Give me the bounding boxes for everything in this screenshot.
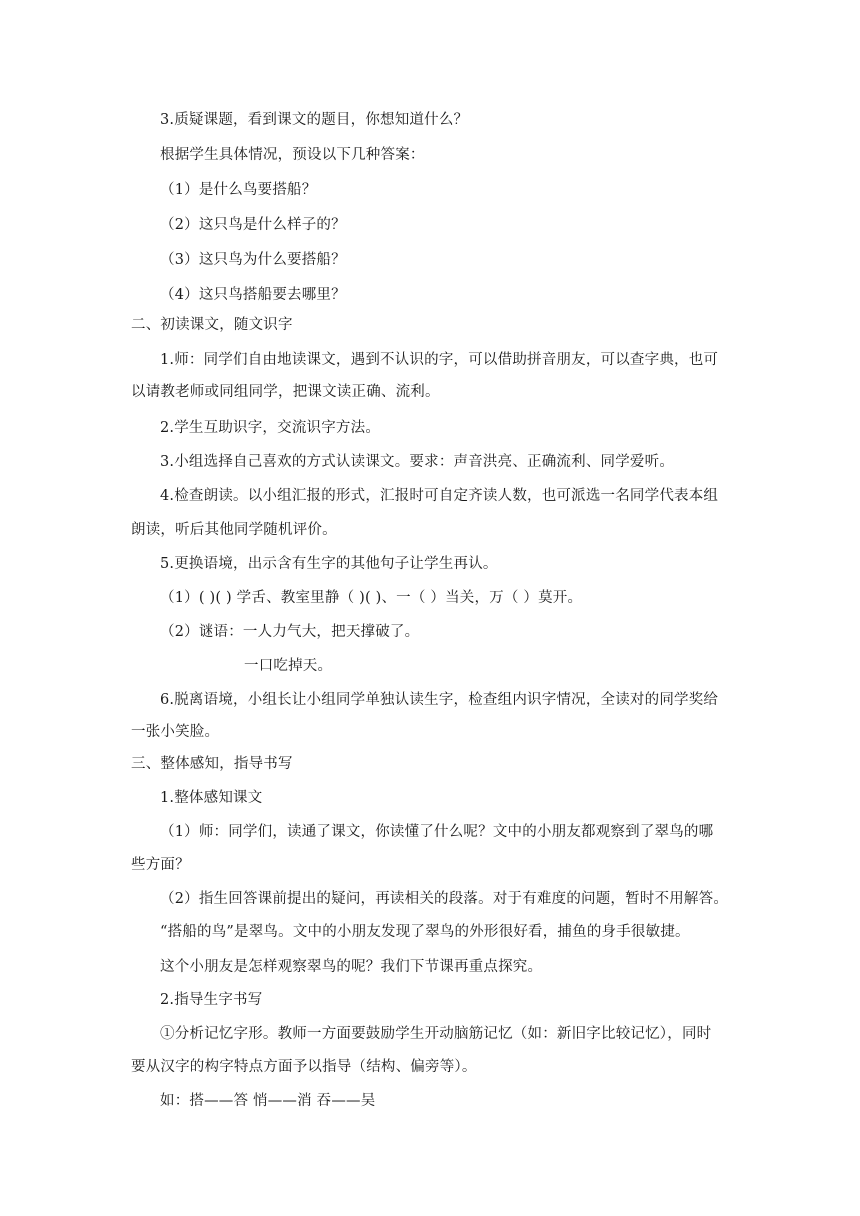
text-line: （3）这只鸟为什么要搭船？ <box>160 252 346 268</box>
text-line: 些方面？ <box>131 857 190 873</box>
text-line: 如：搭——答 悄——消 吞——吴 <box>160 1093 376 1109</box>
text-line: 要从汉字的构字特点方面予以指导（结构、偏旁等）。 <box>131 1059 477 1075</box>
text-line: 1.整体感知课文 <box>160 790 263 806</box>
text-line: 根据学生具体情况，预设以下几种答案： <box>160 147 425 163</box>
text-line: 朗读，听后其他同学随机评价。 <box>131 522 337 538</box>
text-line: “搭船的鸟”是翠鸟。文中的小朋友发现了翠鸟的外形很好看，捕鱼的身手很敏捷。 <box>160 924 690 940</box>
text-line: （1）( )( ) 学舌、教室里静（ )( )、一（ ）当关，万（ ）莫开。 <box>160 590 583 606</box>
text-line: 3.质疑课题，看到课文的题目，你想知道什么？ <box>160 112 469 128</box>
text-line: 2.学生互助识字，交流识字方法。 <box>160 420 381 436</box>
text-line: 2.指导生字书写 <box>160 992 263 1008</box>
text-line: （2）这只鸟是什么样子的？ <box>160 217 346 233</box>
text-line: 4.检查朗读。以小组汇报的形式，汇报时可自定齐读人数，也可派选一名同学代表本组 <box>160 488 719 504</box>
text-line: （1）师：同学们，读通了课文，你读懂了什么呢？文中的小朋友都观察到了翠鸟的哪 <box>160 824 714 840</box>
text-line: 5.更换语境，出示含有生字的其他句子让学生再认。 <box>160 556 498 572</box>
text-line: 3.小组选择自己喜欢的方式认读课文。要求：声音洪亮、正确流利、同学爱听。 <box>160 454 675 470</box>
section-heading: 三、整体感知，指导书写 <box>131 756 293 772</box>
text-line: ①分析记忆字形。教师一方面要鼓励学生开动脑筋记忆（如：新旧字比较记忆），同时 <box>160 1026 712 1042</box>
text-line: （4）这只鸟搭船要去哪里？ <box>160 287 346 303</box>
text-line: 一张小笑脸。 <box>131 724 220 740</box>
section-heading: 二、初读课文，随文识字 <box>131 317 293 333</box>
text-line: 6.脱离语境，小组长让小组同学单独认读生字，检查组内识字情况，全读对的同学奖给 <box>160 692 719 708</box>
text-line: （2）谜语：一人力气大，把天撑破了。 <box>160 624 420 640</box>
text-line: （2）指生回答课前提出的疑问，再读相关的段落。对于有难度的问题，暂时不用解答。 <box>160 891 729 907</box>
text-line: 1.师：同学们自由地读课文，遇到不认识的字，可以借助拼音朋友，可以查字典，也可 <box>160 352 719 368</box>
text-line: 以请教老师或同组同学，把课文读正确、流利。 <box>131 384 440 400</box>
text-line: 一口吃掉天。 <box>244 658 333 674</box>
text-line: （1）是什么鸟要搭船？ <box>160 182 317 198</box>
text-line: 这个小朋友是怎样观察翠鸟的呢？我们下节课再重点探究。 <box>160 959 543 975</box>
